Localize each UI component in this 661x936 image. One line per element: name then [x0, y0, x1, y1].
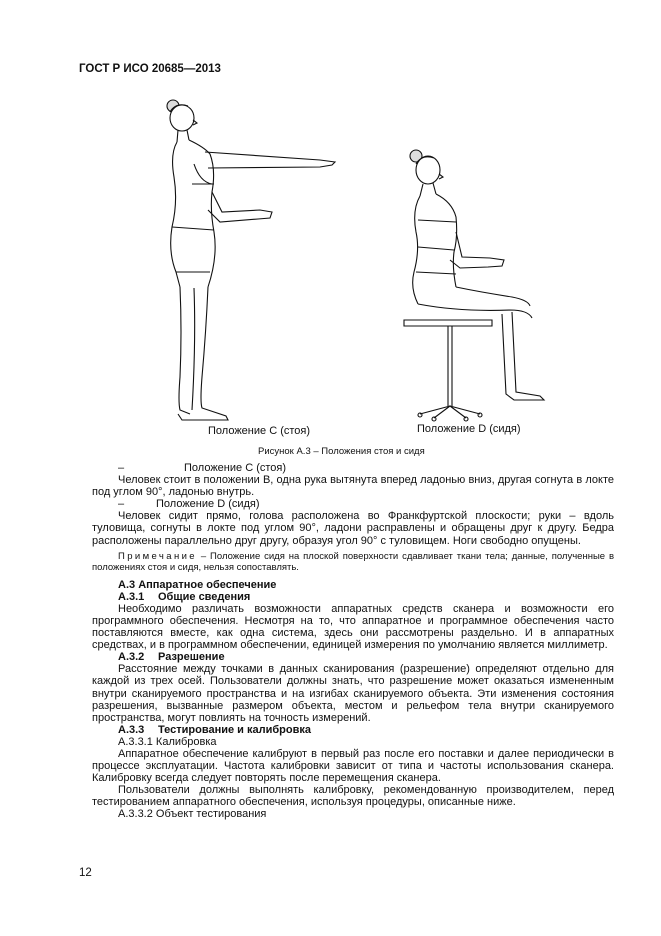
standing-person-drawing	[167, 100, 335, 420]
body-text	[92, 462, 614, 821]
paragraph-a331-second: Пользователи должны выполнять калибровку, рекомендованную производителем, перед тестированием аппаратного обеспечения, используя процедуры, описанные ниже.	[92, 784, 614, 809]
list-item-position-c: – Положение С (стоя)	[118, 462, 287, 474]
section-heading-a33: А.3.3 Тестирование и калибровка	[118, 723, 311, 736]
document-header: ГОСТ Р ИСО 20685—2013	[79, 63, 221, 75]
paragraph-position-d: Человек сидит прямо, голова расположена во Франкфуртской плоскости; руки – вдоль туловища, согнуты в локте под углом 90°, ладони расправлены и обращены друг к другу. Бедра расположены параллельно друг другу, образуя угол 90° с туловищем. Ноги свободно опущены.	[92, 510, 614, 547]
caption-position-d: Положение D (сидя)	[417, 423, 521, 435]
paragraph-position-c: Человек стоит в положении В, одна рука вытянута вперед ладонью вниз, другая согнута в локте под углом 90°, ладонью внутрь.	[92, 474, 614, 499]
note: Примечание – Положение сидя на плоской поверхности сдавливает ткани тела; данные, полученные в положениях стоя и сидя, нельзя сопоставлять.	[92, 550, 614, 573]
section-heading-a3: А.3 Аппаратное обеспечение	[118, 578, 277, 591]
list-item-position-d: – Положение D (сидя)	[118, 498, 260, 511]
subsection-heading-a332: А.3.3.2 Объект тестирования	[118, 808, 267, 821]
section-heading-a32: А.3.2 Разрешение	[118, 651, 225, 664]
paragraph-a32: Расстояние между точками в данных сканирования (разрешение) определяют отдельно для каждой из трех осей. Пользователи должны знать, что разрешение может оказаться измененным внутри сканируемого пространства и на изгибах сканируемого объекта. Эти изменения состояния разрешения, вызванные размером объекта, местом и рельефом тела внутри сканируемого пространства, могут повлиять на точность измерений.	[92, 663, 614, 724]
paragraph-a31: Необходимо различать возможности аппаратных средств сканера и возможности его программного обеспечения. Несмотря на то, что аппаратное и программное обеспечения часто поставляются вместе, как одна система, здесь они рассмотрены раздельно. И в аппаратных средствах, и в программном обеспечении, единицей измерения по умолчанию является миллиметр.	[92, 602, 614, 652]
page-number: 12	[79, 867, 92, 879]
paragraph-a331: Аппаратное обеспечение калибруют в первый раз после его поставки и далее периодически в процессе эксплуатации. Частота калибровки зависит от типа и частоты использования сканера. Калибровку всегда следует повторять после перемещения сканера.	[92, 747, 614, 785]
seated-person-drawing	[404, 150, 544, 421]
figure-title: Рисунок А.3 – Положения стоя и сидя	[258, 446, 425, 457]
subsection-heading-a331: А.3.3.1 Калибровка	[118, 735, 217, 748]
section-heading-a31: А.3.1 Общие сведения	[118, 590, 251, 603]
caption-position-c: Положение С (стоя)	[208, 425, 311, 437]
figure-illustration	[120, 92, 560, 427]
